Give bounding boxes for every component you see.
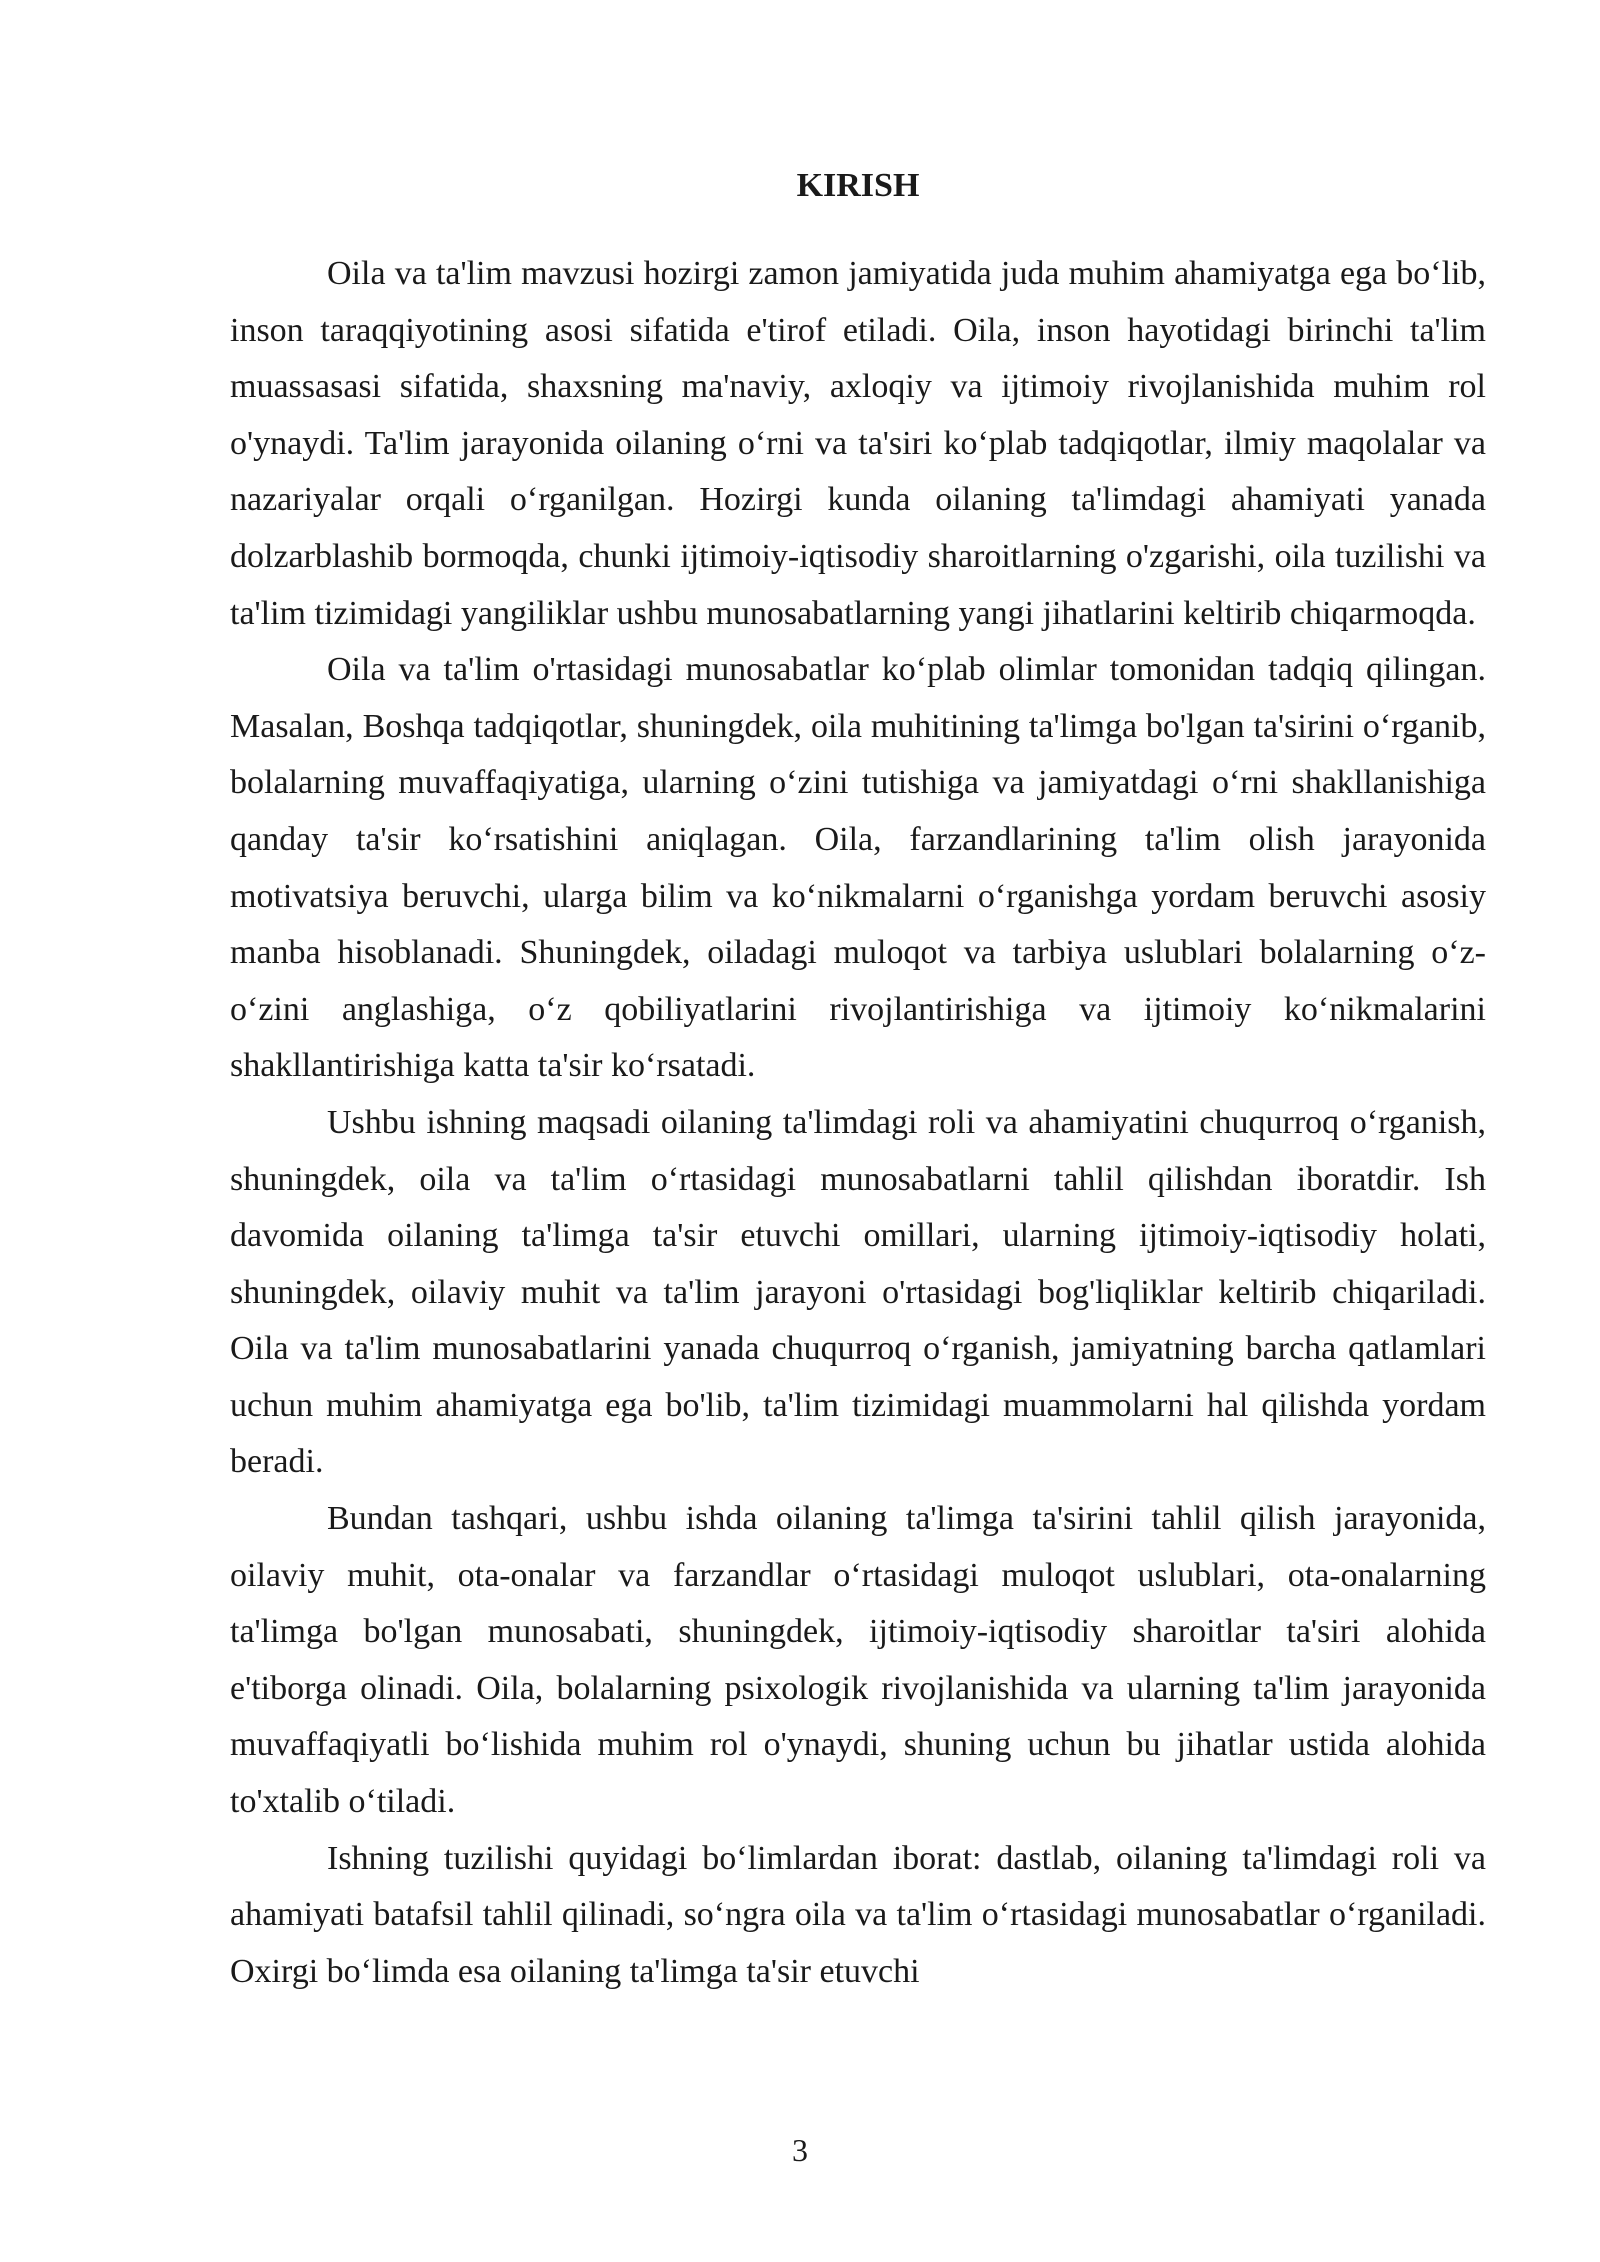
paragraph-4: Bundan tashqari, ushbu ishda oilaning ta'limga ta'sirini tahlil qilish jarayonida, oilaviy muhit, ota-onalar va farzandlar o‘rtasidagi muloqot uslublari, ota-onalarning ta'limga bo'lgan munosabati, shuningdek, ijtimoiy-iqtisodiy sharoitlar ta'siri alohida e'tiborga olinadi. Oila, bolalarning psixologik rivojlanishida va ularning ta'lim jarayonida muvaffaqiyatli bo‘lishida muhim rol o'ynaydi, shuning uchun bu jihatlar ustida alohida to'xtalib o‘tiladi. bbox=[230, 1500, 1486, 1821]
paragraph-3: Ushbu ishning maqsadi oilaning ta'limdagi roli va ahamiyatini chuqurroq o‘rganish, shuningdek, oila va ta'lim o‘rtasidagi munosabatlarni tahlil qilishdan iboratdir. Ish davomida oilaning ta'limga ta'sir etuvchi omillari, ularning ijtimoiy-iqtisodiy holati, shuningdek, oilaviy muhit va ta'lim jarayoni o'rtasidagi bog'liqliklar keltirib chiqariladi. Oila va ta'lim munosabatlarini yanada chuqurroq o‘rganish, jamiyatning barcha qatlamlari uchun muhim ahamiyatga ega bo'lib, ta'lim tizimidagi muammolarni hal qilishda yordam beradi. bbox=[230, 1103, 1486, 1481]
paragraph-1: Oila va ta'lim mavzusi hozirgi zamon jamiyatida juda muhim ahamiyatga ega bo‘lib, inson taraqqiyotining asosi sifatida e'tirof etiladi. Oila, inson hayotidagi birinchi ta'lim muassasasi sifatida, shaxsning ma'naviy, axloqiy va ijtimoiy rivojlanishida muhim rol o'ynaydi. Ta'lim jarayonida oilaning o‘rni va ta'siri ko‘plab tadqiqotlar, ilmiy maqolalar va nazariyalar orqali o‘rganilgan. Hozirgi kunda oilaning ta'limdagi ahamiyati yanada dolzarblashib bormoqda, chunki ijtimoiy-iqtisodiy sharoitlarning o'zgarishi, oila tuzilishi va ta'lim tizimidagi yangiliklar ushbu munosabatlarning yangi jihatlarini keltirib chiqarmoqda. bbox=[230, 255, 1486, 632]
page-title: KIRISH bbox=[796, 167, 920, 204]
page-number: 3 bbox=[792, 2132, 808, 2168]
body-text bbox=[230, 246, 1486, 2000]
paragraph-5: Ishning tuzilishi quyidagi bo‘limlardan iborat: dastlab, oilaning ta'limdagi roli va ahamiyati batafsil tahlil qilinadi, so‘ngra oila va ta'lim o‘rtasidagi munosabatlar o‘rganiladi. Oxirgi bo‘limda esa oilaning ta'limga ta'sir etuvchi bbox=[230, 1839, 1486, 1990]
paragraph-2: Oila va ta'lim o'rtasidagi munosabatlar ko‘plab olimlar tomonidan tadqiq qilingan. Masalan, Boshqa tadqiqotlar, shuningdek, oila muhitining ta'limga bo'lgan ta'sirini o‘rganib, bolalarning muvaffaqiyatiga, ularning o‘zini tutishiga va jamiyatdagi o‘rni shakllanishiga qanday ta'sir ko‘rsatishini aniqlagan. Oila, farzandlarining ta'lim olish jarayonida motivatsiya beruvchi, ularga bilim va ko‘nikmalarni o‘rganishga yordam beruvchi asosiy manba hisoblanadi. Shuningdek, oiladagi muloqot va tarbiya uslublari bolalarning o‘z-o‘zini anglashiga, o‘z qobiliyatlarini rivojlantirishiga va ijtimoiy ko‘nikmalarini shakllantirishiga katta ta'sir ko‘rsatadi. bbox=[230, 651, 1486, 1085]
